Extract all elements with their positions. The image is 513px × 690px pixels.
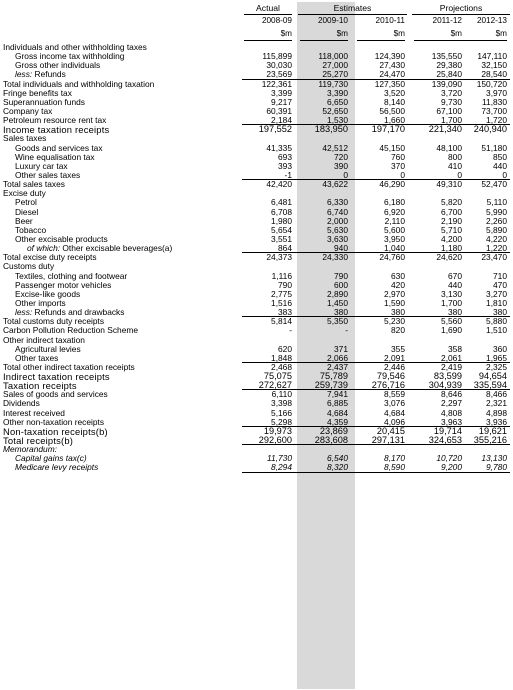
row-label: Other excisable products	[15, 233, 108, 244]
row-value: 135,550	[431, 51, 462, 62]
unit-header: $m	[459, 28, 507, 41]
table-row	[0, 463, 513, 472]
row-value: 2,190	[441, 215, 462, 226]
row-value: 67,100	[436, 105, 462, 116]
row-value: 5,630	[327, 224, 348, 235]
row-value: 147,110	[477, 51, 507, 62]
row-value: 118,000	[318, 51, 348, 62]
row-value: 2,297	[441, 398, 462, 409]
row-value: 3,130	[441, 288, 462, 299]
row-label: of which: Other excisable beverages(a)	[27, 243, 173, 254]
table-row	[0, 189, 513, 198]
row-value: 2,890	[327, 288, 348, 299]
table-row	[0, 290, 513, 299]
row-value: 820	[391, 325, 405, 336]
row-value: 45,150	[379, 142, 405, 153]
row-value: 60,391	[266, 105, 292, 116]
row-value: 3,936	[486, 416, 507, 427]
row-value: 3,520	[384, 87, 405, 98]
row-value: 4,684	[327, 407, 348, 418]
row-value: 3,950	[384, 233, 405, 244]
row-label: Passenger motor vehicles	[15, 279, 112, 290]
table-row	[0, 399, 513, 408]
row-label: Customs duty	[3, 261, 55, 272]
row-label: Wine equalisation tax	[15, 151, 95, 162]
row-value: 24,373	[266, 252, 292, 263]
row-value: 11,830	[482, 96, 507, 107]
row-label: Memorandum:	[3, 444, 57, 455]
row-value: 5,814	[271, 316, 292, 327]
table-row	[0, 80, 513, 89]
row-value: 3,398	[271, 398, 292, 409]
row-label: Textiles, clothing and footwear	[15, 270, 128, 281]
row-label: Diesel	[15, 206, 39, 217]
row-value: 24,760	[379, 252, 405, 263]
row-value: 6,330	[327, 197, 348, 208]
row-value: 48,100	[436, 142, 462, 153]
row-value: 5,166	[271, 407, 292, 418]
row-value: 360	[493, 343, 507, 354]
table-row	[0, 208, 513, 217]
row-value: 75,789	[319, 371, 348, 382]
row-value: 4,898	[486, 407, 507, 418]
row-value: 197,170	[371, 124, 405, 135]
row-value: 4,684	[384, 407, 405, 418]
row-label: Sales taxes	[3, 133, 47, 144]
row-value: 20,415	[376, 425, 405, 436]
row-value: 3,390	[327, 87, 348, 98]
row-value: 197,552	[258, 124, 292, 135]
table-row	[0, 125, 513, 134]
row-value: 440	[493, 160, 507, 171]
table-row	[0, 180, 513, 189]
row-value: 8,466	[486, 389, 507, 400]
row-value: 2,110	[384, 215, 405, 226]
row-value: 850	[493, 151, 507, 162]
row-value: 1,450	[327, 297, 348, 308]
row-value: 42,420	[266, 179, 292, 190]
row-value: 3,551	[271, 233, 292, 244]
row-label: Other taxes	[15, 352, 59, 363]
row-value: 79,546	[376, 371, 405, 382]
row-value: 221,340	[428, 124, 462, 135]
row-value: 115,899	[262, 51, 292, 62]
row-value: 56,500	[379, 105, 405, 116]
row-label: Medicare levy receipts	[15, 462, 99, 473]
row-value: 9,217	[271, 96, 292, 107]
row-value: 10,720	[436, 453, 462, 464]
row-value: 41,335	[266, 142, 292, 153]
row-label: Other sales taxes	[15, 169, 81, 180]
row-value: 3,970	[486, 87, 507, 98]
group-estimates: Estimates	[298, 2, 407, 15]
group-projections: Projections	[412, 2, 510, 15]
row-value: 420	[391, 279, 405, 290]
row-value: 23,470	[481, 252, 507, 263]
row-value: 6,708	[271, 206, 292, 217]
row-value: 6,110	[271, 389, 292, 400]
row-value: 2,970	[384, 288, 405, 299]
row-value: 3,076	[384, 398, 405, 409]
row-label: Total other indirect taxation receipts	[3, 361, 135, 372]
row-value: 790	[278, 279, 292, 290]
row-value: 5,350	[327, 316, 348, 327]
row-value: 150,720	[476, 78, 507, 89]
row-value: 4,359	[327, 416, 348, 427]
row-label: Non-taxation receipts(b)	[3, 425, 108, 437]
row-value: 1,220	[486, 243, 507, 254]
year-header: 2009-10	[317, 16, 348, 25]
row-value: 13,130	[481, 453, 507, 464]
row-value: 5,654	[271, 224, 292, 235]
row-value: 6,920	[384, 206, 405, 217]
row-value: 800	[448, 151, 462, 162]
row-value: 0	[343, 169, 348, 180]
row-value: 380	[391, 307, 405, 318]
row-value: 5,230	[384, 316, 405, 327]
row-label: Gross other individuals	[15, 60, 101, 71]
row-value: 8,320	[327, 462, 348, 473]
row-label: Dividends	[3, 398, 40, 409]
row-value: 355	[391, 343, 405, 354]
row-value: 5,298	[271, 416, 292, 427]
row-value: 3,963	[441, 416, 462, 427]
row-label: Fringe benefits tax	[3, 87, 72, 98]
row-label: Carbon Pollution Reduction Scheme	[3, 325, 139, 336]
row-label: Total sales taxes	[3, 179, 65, 190]
row-value: 940	[334, 243, 348, 254]
row-value: -	[289, 325, 292, 336]
row-label: Other non-taxation receipts	[3, 416, 105, 427]
row-value: 790	[334, 270, 348, 281]
row-value: 272,627	[258, 380, 292, 391]
row-label: Other indirect taxation	[3, 334, 85, 345]
row-value: 122,361	[261, 78, 292, 89]
row-label: Individuals and other withholding taxes	[3, 42, 147, 52]
row-value: 3,399	[271, 87, 292, 98]
unit-header: $m	[244, 28, 292, 41]
row-value: 410	[448, 160, 462, 171]
row-label: Capital gains tax(c)	[15, 453, 87, 464]
row-value: 24,620	[436, 252, 462, 263]
row-value: 6,481	[271, 197, 292, 208]
row-value: 25,270	[322, 69, 348, 80]
row-value: 8,590	[384, 462, 405, 473]
row-value: 23,569	[266, 69, 292, 80]
row-value: 335,594	[473, 380, 507, 391]
row-value: 127,350	[374, 78, 405, 89]
row-value: 370	[391, 160, 405, 171]
row-label: Petroleum resource rent tax	[3, 115, 107, 126]
row-value: 8,170	[384, 453, 405, 464]
row-value: 51,180	[481, 142, 507, 153]
row-value: 2,066	[327, 352, 348, 363]
row-label: Taxation receipts	[3, 380, 77, 392]
row-value: 276,716	[371, 380, 405, 391]
row-value: 380	[334, 307, 348, 318]
row-value: 5,110	[486, 197, 507, 208]
row-label: less: Refunds	[15, 69, 66, 80]
year-header: 2012-13	[476, 16, 507, 25]
row-value: 240,940	[473, 124, 507, 135]
row-value: 23,869	[319, 425, 348, 436]
table-row	[0, 153, 513, 162]
row-value: 6,740	[327, 206, 348, 217]
row-value: 94,654	[478, 371, 507, 382]
receipts-table-body	[0, 43, 513, 473]
row-value: 25,840	[436, 69, 462, 80]
row-value: 283,608	[314, 435, 348, 446]
row-value: 393	[278, 160, 292, 171]
row-label: less: Refunds and drawbacks	[15, 307, 125, 318]
unit-header: $m	[300, 28, 348, 41]
row-value: 2,468	[271, 361, 292, 372]
row-label: Gross income tax withholding	[15, 51, 125, 62]
row-value: 0	[502, 169, 507, 180]
row-value: 27,000	[322, 60, 348, 71]
table-header	[0, 0, 513, 44]
row-value: 4,808	[441, 407, 462, 418]
row-value: -	[345, 325, 348, 336]
row-value: 3,630	[327, 233, 348, 244]
row-value: 5,710	[441, 224, 462, 235]
row-label: Excise-like goods	[15, 288, 81, 299]
row-value: 3,270	[486, 288, 507, 299]
row-value: 1,700	[441, 297, 462, 308]
row-value: 693	[278, 151, 292, 162]
row-value: 5,890	[486, 224, 507, 235]
row-value: 49,310	[436, 179, 462, 190]
row-value: 9,730	[441, 96, 462, 107]
row-value: 600	[334, 279, 348, 290]
year-header: 2011-12	[432, 16, 462, 25]
row-value: 720	[334, 151, 348, 162]
table-row	[0, 390, 513, 399]
row-label: Tobacco	[15, 224, 47, 235]
row-value: 29,380	[436, 60, 462, 71]
row-value: 1,116	[271, 270, 292, 281]
row-label: Company tax	[3, 105, 53, 116]
row-value: 24,330	[322, 252, 348, 263]
row-value: 371	[334, 343, 348, 354]
row-value: 32,150	[481, 60, 507, 71]
row-value: 4,220	[486, 233, 507, 244]
row-value: 75,075	[263, 371, 292, 382]
row-value: 42,512	[322, 142, 348, 153]
row-value: 9,200	[441, 462, 462, 473]
row-value: 1,720	[486, 115, 507, 126]
row-value: 630	[391, 270, 405, 281]
row-value: 119,730	[318, 78, 348, 89]
row-label: Beer	[15, 215, 33, 226]
row-label: Luxury car tax	[15, 160, 68, 171]
row-value: 470	[493, 279, 507, 290]
table-row	[0, 345, 513, 354]
row-value: 864	[278, 243, 292, 254]
row-label: Interest received	[3, 407, 65, 418]
row-value: 670	[448, 270, 462, 281]
row-value: 1,530	[327, 115, 348, 126]
row-value: 19,714	[433, 425, 462, 436]
row-value: 52,650	[322, 105, 348, 116]
row-value: 1,590	[384, 297, 405, 308]
row-label: Other imports	[15, 297, 66, 308]
row-label: Total receipts(b)	[3, 435, 74, 447]
row-value: 358	[448, 343, 462, 354]
row-label: Superannuation funds	[3, 96, 85, 107]
year-header: 2008-09	[261, 16, 292, 25]
row-value: 1,980	[271, 215, 292, 226]
row-value: 620	[278, 343, 292, 354]
row-value: 6,700	[441, 206, 462, 217]
row-value: 0	[457, 169, 462, 180]
row-value: 3,720	[441, 87, 462, 98]
row-value: 2,775	[271, 288, 292, 299]
table-row	[0, 198, 513, 207]
row-value: 6,180	[384, 197, 405, 208]
row-value: 390	[334, 160, 348, 171]
row-value: 5,560	[441, 316, 462, 327]
row-label: Total customs duty receipts	[3, 316, 105, 327]
row-value: 710	[493, 270, 507, 281]
unit-header: $m	[357, 28, 405, 41]
row-value: 2,184	[271, 115, 292, 126]
row-value: 183,950	[314, 124, 348, 135]
row-value: 52,470	[481, 179, 507, 190]
row-value: 46,290	[379, 179, 405, 190]
row-value: 2,091	[384, 352, 405, 363]
row-value: 19,973	[263, 425, 292, 436]
row-value: 1,660	[384, 115, 405, 126]
table-row	[0, 436, 513, 445]
row-value: 8,294	[271, 462, 292, 473]
unit-header: $m	[414, 28, 462, 41]
table-row	[0, 217, 513, 226]
row-value: 8,559	[384, 389, 405, 400]
row-value: 11,730	[267, 453, 292, 464]
row-value: 440	[448, 279, 462, 290]
row-value: 380	[448, 307, 462, 318]
row-value: 259,739	[314, 380, 348, 391]
row-value: 1,965	[486, 352, 507, 363]
row-value: 27,430	[379, 60, 405, 71]
row-value: 2,325	[486, 361, 507, 372]
row-label: Petrol	[15, 197, 37, 208]
row-label: Sales of goods and services	[3, 389, 108, 400]
row-value: 139,090	[431, 78, 462, 89]
row-value: 2,000	[327, 215, 348, 226]
row-value: 30,030	[266, 60, 292, 71]
row-value: 4,200	[441, 233, 462, 244]
row-label: Income taxation receipts	[3, 124, 110, 136]
row-value: 1,510	[486, 325, 507, 336]
row-value: 1,810	[486, 297, 507, 308]
row-label: Goods and services tax	[15, 142, 103, 153]
row-label: Total excise duty receipts	[3, 252, 97, 263]
row-value: 304,939	[428, 380, 462, 391]
row-label: Indirect taxation receipts	[3, 371, 110, 383]
row-value: 124,390	[374, 51, 405, 62]
row-value: 0	[400, 169, 405, 180]
row-value: 760	[391, 151, 405, 162]
row-value: 6,650	[327, 96, 348, 107]
row-value: 73,700	[481, 105, 507, 116]
row-value: 297,131	[371, 435, 405, 446]
row-value: 324,653	[428, 435, 462, 446]
row-value: 1,040	[384, 243, 405, 254]
row-value: -1	[284, 169, 292, 180]
row-value: 2,446	[384, 361, 405, 372]
row-value: 1,700	[441, 115, 462, 126]
row-value: 2,419	[441, 361, 462, 372]
row-label: Excise duty	[3, 188, 46, 199]
row-value: 2,260	[486, 215, 507, 226]
row-value: 7,941	[327, 389, 348, 400]
row-value: 8,646	[441, 389, 462, 400]
row-value: 6,885	[327, 398, 348, 409]
row-value: 9,780	[486, 462, 507, 473]
row-value: 5,600	[384, 224, 405, 235]
group-actual: Actual	[244, 2, 292, 15]
row-value: 28,540	[481, 69, 507, 80]
row-value: 380	[493, 307, 507, 318]
row-value: 43,622	[322, 179, 348, 190]
row-label: Agricultural levies	[15, 343, 81, 354]
row-value: 2,437	[327, 361, 348, 372]
table-row	[0, 253, 513, 262]
row-value: 19,621	[478, 425, 507, 436]
row-value: 1,180	[441, 243, 462, 254]
row-value: 5,820	[441, 197, 462, 208]
row-value: 24,470	[379, 69, 405, 80]
row-value: 2,061	[441, 352, 462, 363]
row-value: 4,096	[384, 416, 405, 427]
row-value: 355,216	[473, 435, 507, 446]
row-value: 1,690	[441, 325, 462, 336]
row-value: 383	[278, 307, 292, 318]
row-value: 1,848	[271, 352, 292, 363]
row-value: 5,880	[486, 316, 507, 327]
row-value: 5,990	[486, 206, 507, 217]
year-header: 2010-11	[375, 16, 405, 25]
row-label: Total individuals and withholding taxation	[3, 78, 155, 89]
row-value: 8,140	[384, 96, 405, 107]
row-value: 292,600	[258, 435, 292, 446]
row-value: 2,321	[486, 398, 507, 409]
row-value: 1,516	[271, 297, 292, 308]
row-value: 83,599	[433, 371, 462, 382]
row-value: 6,540	[327, 453, 348, 464]
